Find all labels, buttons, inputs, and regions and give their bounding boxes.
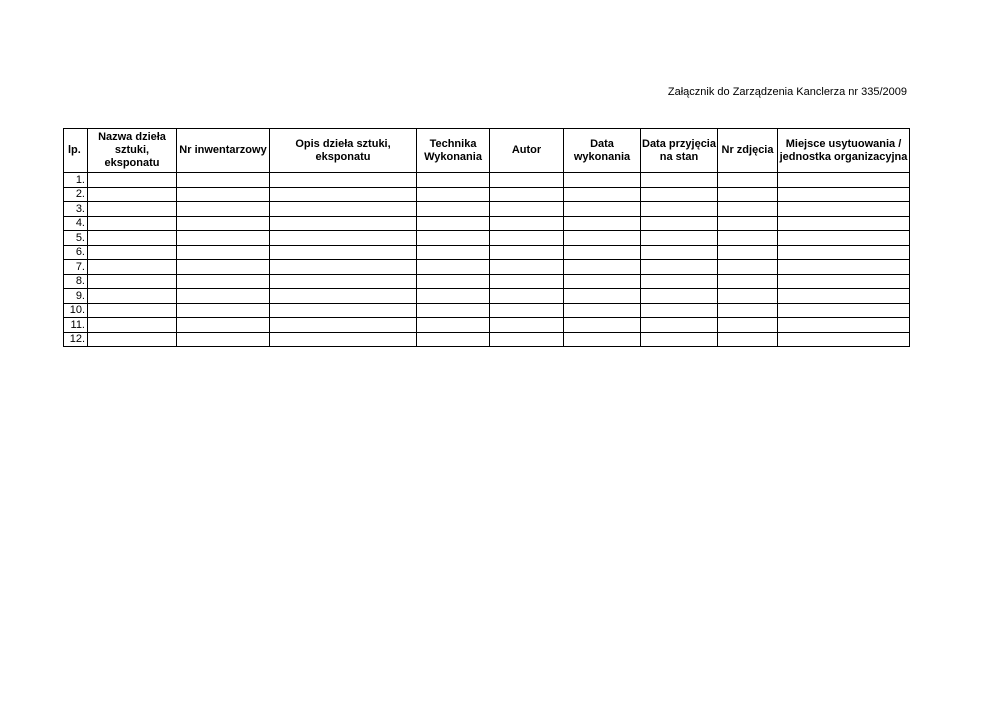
table-cell xyxy=(417,332,490,347)
table-cell xyxy=(88,303,177,318)
table-cell xyxy=(641,173,718,188)
row-number: 4. xyxy=(64,216,88,231)
table-cell xyxy=(641,245,718,260)
table-cell xyxy=(177,245,270,260)
table-cell xyxy=(564,245,641,260)
header-technika: Technika Wykonania xyxy=(417,129,490,173)
header-opis: Opis dzieła sztuki, eksponatu xyxy=(270,129,417,173)
table-cell xyxy=(778,289,910,304)
table-cell xyxy=(564,332,641,347)
table-cell xyxy=(270,332,417,347)
table-cell xyxy=(718,318,778,333)
table-cell xyxy=(88,274,177,289)
header-miejsce: Miejsce usytuowania / jednostka organizacyjna xyxy=(778,129,910,173)
table-cell xyxy=(270,231,417,246)
table-cell xyxy=(417,318,490,333)
header-nr-zdjecia: Nr zdjęcia xyxy=(718,129,778,173)
table-cell xyxy=(718,260,778,275)
table-cell xyxy=(88,231,177,246)
table-cell xyxy=(490,332,564,347)
table-row xyxy=(64,231,910,246)
table-cell xyxy=(778,173,910,188)
table-cell xyxy=(718,216,778,231)
table-cell xyxy=(778,318,910,333)
table-cell xyxy=(641,231,718,246)
table-row xyxy=(64,187,910,202)
table-cell xyxy=(417,260,490,275)
table-cell xyxy=(778,245,910,260)
table-cell xyxy=(417,245,490,260)
table-row xyxy=(64,202,910,217)
table-cell xyxy=(641,274,718,289)
table-cell xyxy=(778,231,910,246)
table-cell xyxy=(718,173,778,188)
table-cell xyxy=(88,202,177,217)
table-cell xyxy=(270,303,417,318)
table-cell xyxy=(417,202,490,217)
table-cell xyxy=(718,231,778,246)
table-cell xyxy=(778,260,910,275)
table-row xyxy=(64,303,910,318)
table-cell xyxy=(88,289,177,304)
row-number: 8. xyxy=(64,274,88,289)
table-cell xyxy=(177,173,270,188)
table-cell xyxy=(490,187,564,202)
table-cell xyxy=(177,303,270,318)
row-number: 1. xyxy=(64,173,88,188)
table-cell xyxy=(490,245,564,260)
table-cell xyxy=(778,187,910,202)
row-number: 11. xyxy=(64,318,88,333)
header-row xyxy=(64,129,910,173)
header-data-wykonania: Data wykonania xyxy=(564,129,641,173)
table-cell xyxy=(718,202,778,217)
table-cell xyxy=(88,318,177,333)
table-cell xyxy=(177,202,270,217)
table-cell xyxy=(641,332,718,347)
table-cell xyxy=(270,202,417,217)
table-cell xyxy=(718,332,778,347)
table-cell xyxy=(270,216,417,231)
table-cell xyxy=(417,173,490,188)
header-lp: lp. xyxy=(64,129,88,173)
table-cell xyxy=(778,332,910,347)
table-cell xyxy=(417,274,490,289)
table-cell xyxy=(177,332,270,347)
table-cell xyxy=(564,289,641,304)
art-register-table xyxy=(63,128,910,347)
header-nr-inwentarzowy: Nr inwentarzowy xyxy=(177,129,270,173)
table-cell xyxy=(270,274,417,289)
table-cell xyxy=(490,173,564,188)
table-cell xyxy=(778,303,910,318)
header-autor: Autor xyxy=(490,129,564,173)
table-cell xyxy=(417,187,490,202)
table-cell xyxy=(641,318,718,333)
table-cell xyxy=(177,274,270,289)
table-cell xyxy=(270,289,417,304)
table-body xyxy=(64,173,910,347)
table-cell xyxy=(490,318,564,333)
annex-note: Załącznik do Zarządzenia Kanclerza nr 335/2009 xyxy=(667,86,907,98)
table-cell xyxy=(490,274,564,289)
table-row xyxy=(64,245,910,260)
row-number: 2. xyxy=(64,187,88,202)
header-nazwa: Nazwa dzieła sztuki, eksponatu xyxy=(88,129,177,173)
table-cell xyxy=(718,245,778,260)
table-cell xyxy=(88,245,177,260)
table-cell xyxy=(417,289,490,304)
table-cell xyxy=(490,260,564,275)
table-row xyxy=(64,289,910,304)
table-cell xyxy=(417,216,490,231)
table-cell xyxy=(490,216,564,231)
table-row xyxy=(64,173,910,188)
table-cell xyxy=(417,303,490,318)
table-cell xyxy=(778,274,910,289)
row-number: 3. xyxy=(64,202,88,217)
table-cell xyxy=(641,303,718,318)
table-cell xyxy=(177,216,270,231)
table-cell xyxy=(490,289,564,304)
table-cell xyxy=(270,318,417,333)
table-cell xyxy=(177,187,270,202)
table-cell xyxy=(88,332,177,347)
table-cell xyxy=(270,187,417,202)
table-cell xyxy=(564,216,641,231)
table-cell xyxy=(778,202,910,217)
table-cell xyxy=(564,260,641,275)
table-cell xyxy=(417,231,490,246)
table-cell xyxy=(718,303,778,318)
table-cell xyxy=(718,187,778,202)
row-number: 5. xyxy=(64,231,88,246)
table-cell xyxy=(564,318,641,333)
table-cell xyxy=(270,245,417,260)
table-cell xyxy=(641,202,718,217)
table-row xyxy=(64,332,910,347)
table-cell xyxy=(177,260,270,275)
table-cell xyxy=(88,187,177,202)
row-number: 6. xyxy=(64,245,88,260)
table-cell xyxy=(270,260,417,275)
table-row xyxy=(64,216,910,231)
header-data-przyjecia: Data przyjęcia na stan xyxy=(641,129,718,173)
table-cell xyxy=(564,231,641,246)
table-cell xyxy=(641,187,718,202)
table-row xyxy=(64,274,910,289)
table-cell xyxy=(564,202,641,217)
table-cell xyxy=(490,231,564,246)
table-cell xyxy=(177,318,270,333)
table-cell xyxy=(718,274,778,289)
table-cell xyxy=(641,289,718,304)
table-cell xyxy=(270,173,417,188)
table-cell xyxy=(88,260,177,275)
table-cell xyxy=(778,216,910,231)
table-cell xyxy=(564,274,641,289)
table-cell xyxy=(490,202,564,217)
table-cell xyxy=(564,173,641,188)
row-number: 7. xyxy=(64,260,88,275)
table-cell xyxy=(564,303,641,318)
table-cell xyxy=(88,173,177,188)
table-cell xyxy=(641,216,718,231)
row-number: 10. xyxy=(64,303,88,318)
table-row xyxy=(64,260,910,275)
table-cell xyxy=(490,303,564,318)
table-cell xyxy=(641,260,718,275)
row-number: 9. xyxy=(64,289,88,304)
table-cell xyxy=(718,289,778,304)
table-cell xyxy=(177,231,270,246)
table-cell xyxy=(177,289,270,304)
table-cell xyxy=(564,187,641,202)
table-row xyxy=(64,318,910,333)
table-cell xyxy=(88,216,177,231)
row-number: 12. xyxy=(64,332,88,347)
